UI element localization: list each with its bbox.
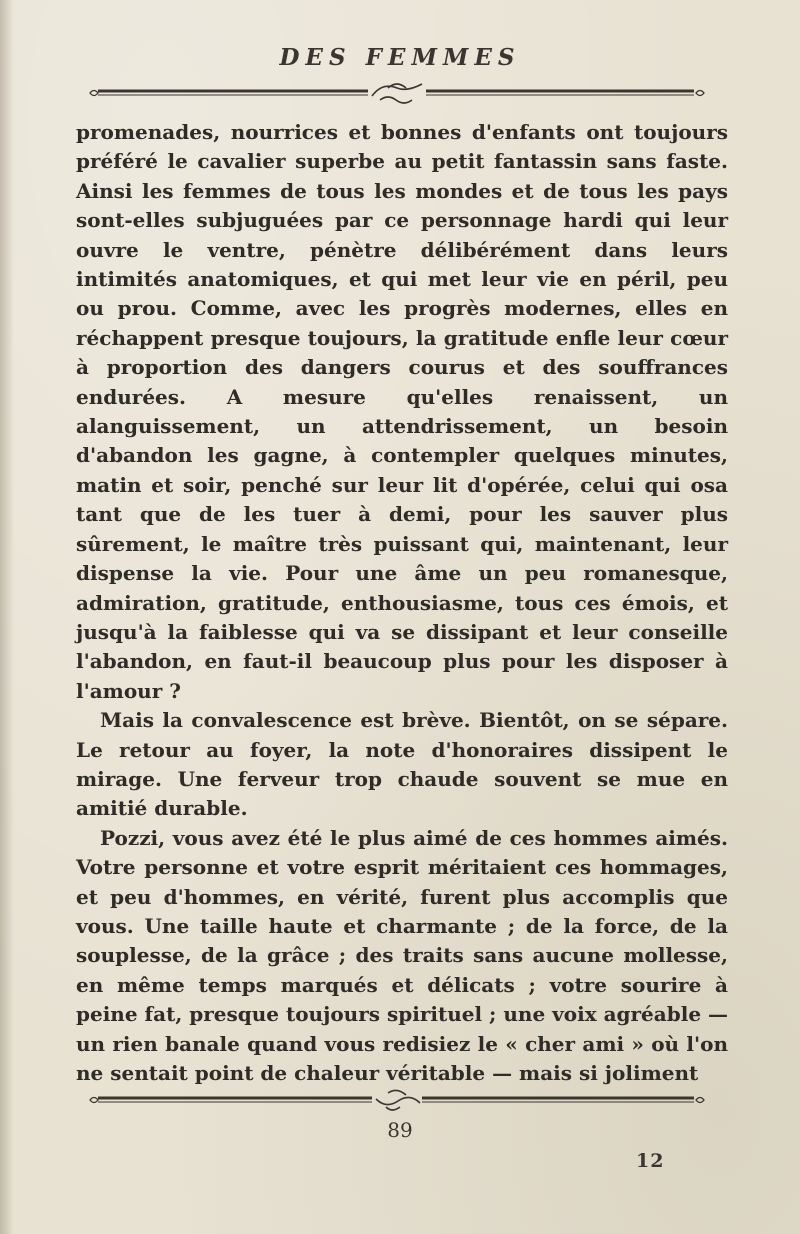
signature-mark: 12 bbox=[636, 1150, 665, 1172]
paragraph-1: promenades, nourrices et bonnes d'enfants ont toujours préféré le cavalier superbe au petit fantassin sans faste. Ainsi les femmes de tous les mondes et de tous les pays sont-elles subjuguées par ce personnage hardi qui leur ouvre le ventre, pénètre délibérément dans leurs intimités anatomiques, et qui met leur vie en péril, peu ou prou. Comme, avec les progrès modernes, elles en réchappent presque toujours, la gratitude enfle leur cœur à proportion des dangers courus et des souffrances endurées. A mesure qu'elles renaissent, un alanguissement, un attendrissement, un besoin d'abandon les gagne, à contempler quelques minutes, matin et soir, penché sur leur lit d'opérée, celui qui osa tant que de les tuer à demi, pour les sauver plus sûrement, le maître très puissant qui, maintenant, leur dispense la vie. Pour une âme un peu romanesque, admiration, gratitude, enthousiasme, tous ces émois, et jusqu'à la faiblesse qui va se dissipant et leur conseille l'abandon, en faut-il beaucoup plus pour les disposer à l'amour ? bbox=[76, 120, 728, 703]
running-head: DES FEMMES bbox=[279, 44, 521, 71]
page-edge-shadow bbox=[0, 0, 14, 1234]
paragraph-3: Pozzi, vous avez été le plus aimé de ces hommes aimés. Votre personne et votre esprit méritaient ces hommages, et peu d'hommes, en vérité, furent plus accomplis que vous. Une taille haute et charmante ; de la force, de la souplesse, de la grâce ; des traits sans aucune mollesse, en même temps marqués et délicats ; votre sourire à peine fat, presque toujours spirituel ; une voix agréable — un rien banale quand vous redisiez le « cher ami » où l'on ne sentait point de chaleur véritable — mais si joliment bbox=[76, 825, 729, 1085]
page-number: 89 bbox=[387, 1118, 413, 1142]
bottom-ornamental-rule bbox=[88, 1087, 706, 1113]
body-text bbox=[76, 118, 728, 1088]
paragraph-2: Mais la convalescence est brève. Bientôt, on se sépare. Le retour au foyer, la note d'honoraires dissipent le mirage. Une ferveur trop chaude souvent se mue en amitié durable. bbox=[76, 708, 728, 821]
top-ornamental-rule bbox=[88, 80, 706, 106]
